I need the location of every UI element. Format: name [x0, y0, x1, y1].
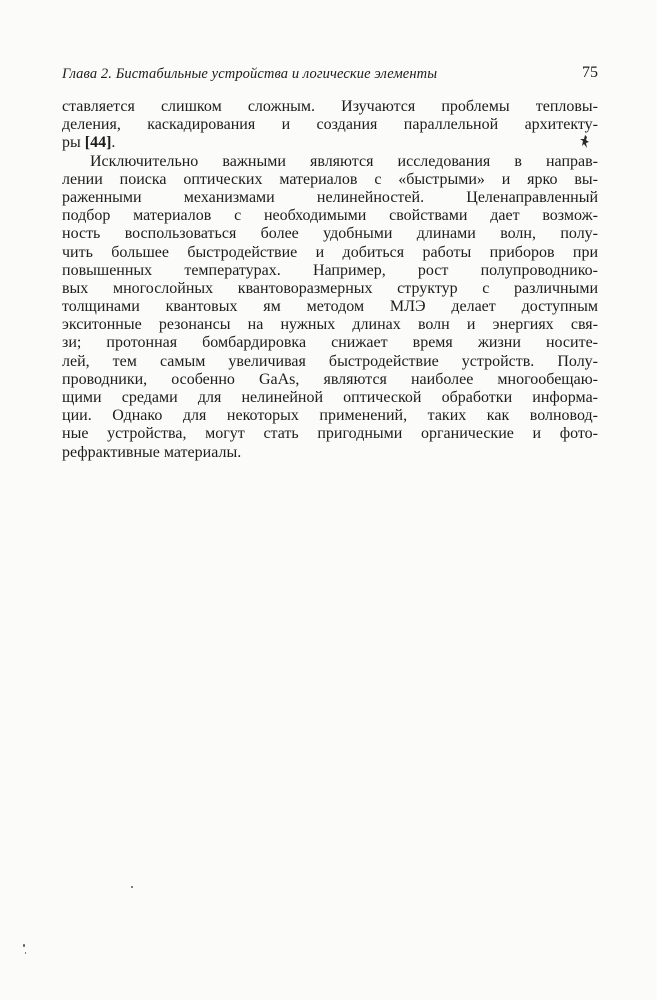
- chapter-running-title: Глава 2. Бистабильные устройства и логические элементы: [62, 66, 438, 82]
- paragraph-continued: [62, 98, 598, 153]
- text-fragment: ры: [62, 134, 85, 152]
- text-line: Исключительно важными являются исследования в направ-: [90, 152, 598, 170]
- text-line: подбор материалов с необходимыми свойствами дает возмож-: [62, 207, 598, 225]
- text-line: вых многослойных квантоворазмерных структур с различными: [62, 279, 598, 297]
- text-line: повышенных температурах. Например, рост полупроводнико-: [62, 261, 598, 279]
- text-line: ные устройства, могут стать пригодными органические и фото-: [62, 425, 598, 443]
- text-line: [62, 134, 598, 152]
- text-line: рефрактивные материалы.: [62, 443, 242, 461]
- text-line: щими средами для нелинейной оптической обработки информа-: [62, 389, 598, 406]
- body-text: [62, 98, 598, 462]
- text-line: проводники, особенно GaAs, являются наиболее многообещаю-: [62, 370, 598, 388]
- citation-reference: [44]: [84, 134, 112, 152]
- paragraph-materials: [62, 153, 598, 462]
- scan-speck: [23, 944, 25, 947]
- text-line: раженными механизмами нелинейностей. Целенаправленный: [62, 188, 598, 206]
- text-fragment: .: [111, 134, 116, 152]
- text-line: чить большее быстродействие и добиться работы приборов при: [62, 243, 598, 261]
- text-line: толщинами квантовых ям методом МЛЭ делает доступным: [62, 298, 598, 316]
- text-line: лении поиска оптических материалов с «быстрыми» и ярко вы-: [62, 170, 598, 188]
- text-line: ность воспользоваться более удобными длинами волн, полу-: [62, 225, 598, 243]
- text-line: ставляется слишком сложным. Изучаются проблемы тепловы-: [62, 98, 598, 115]
- text-line: ции. Однако для некоторых применений, таких как волновод-: [62, 407, 598, 425]
- ink-blot-mark: [578, 133, 592, 151]
- text-line: лей, тем самым увеличивая быстродействие устройств. Полу-: [62, 352, 598, 370]
- scan-speck: [131, 886, 133, 888]
- text-line: деления, каскадирования и создания параллельной архитекту-: [62, 116, 598, 134]
- page-number: 75: [582, 64, 598, 81]
- running-head: [62, 66, 598, 86]
- text-line: экситонные резонансы на нужных длинах волн и энергиях свя-: [62, 316, 598, 334]
- text-line: зи; протонная бомбардировка снижает время жизни носите-: [62, 334, 598, 352]
- scan-speck: [25, 952, 26, 954]
